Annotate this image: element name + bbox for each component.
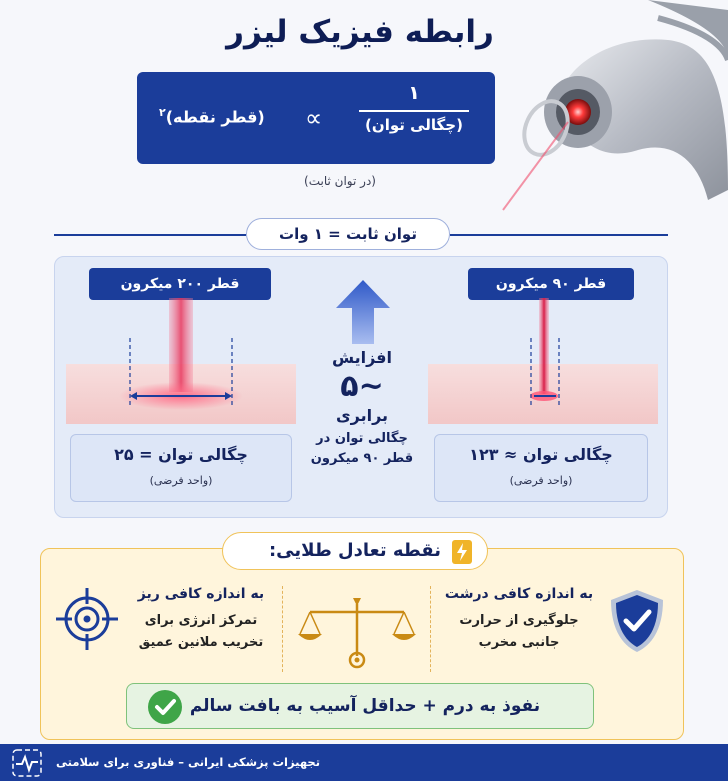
up-arrow-icon <box>336 280 390 344</box>
result-banner <box>126 683 594 729</box>
left-column <box>124 586 278 654</box>
right-heading: به اندازه کافی درشت <box>444 586 594 602</box>
shield-check-icon <box>608 588 666 654</box>
section-label: توان ثابت = ۱ وات <box>246 218 450 250</box>
divider-right <box>450 234 668 236</box>
narrow-laser-beam <box>428 298 658 422</box>
right-column <box>438 586 600 654</box>
left-density-unit: (واحد فرضی) <box>149 474 213 487</box>
left-density-value: چگالی توان = ۲۵ <box>114 445 248 464</box>
left-density-box <box>70 434 292 502</box>
golden-title: نقطه تعادل طلایی: <box>268 540 442 561</box>
increase-factor: ~۵ <box>340 369 384 404</box>
right-line-1: جلوگیری از حرارت <box>459 613 579 628</box>
center-line-1: چگالی توان در <box>316 431 408 446</box>
right-density-unit: (واحد فرضی) <box>509 474 573 487</box>
crosshair-icon <box>56 588 118 650</box>
left-heading: به اندازه کافی ریز <box>137 586 265 602</box>
lightning-icon <box>452 540 472 564</box>
divider-dashed-left <box>282 586 283 672</box>
left-line-2: تخریب ملانین عمیق <box>138 635 264 650</box>
right-density-value: چگالی توان ≈ ۱۲۳ <box>469 445 613 464</box>
proportional-symbol: ∝ <box>305 104 323 132</box>
right-line-2: جانبی مخرب <box>478 635 560 650</box>
right-density-box <box>434 434 648 502</box>
formula-box <box>137 72 495 164</box>
left-line-1: تمرکز انرژی برای <box>144 613 258 628</box>
result-text: نفوذ به درم + حداقل آسیب به بافت سالم <box>189 696 541 716</box>
formula-note: (در توان ثابت) <box>304 174 376 188</box>
page-title: رابطه فیزیک لیزر <box>226 14 494 50</box>
formula-fraction <box>355 82 473 134</box>
formula-lhs <box>159 106 265 126</box>
check-icon <box>147 689 183 725</box>
formula-lhs-text: (قطر نقطه) <box>165 107 265 127</box>
divider-left <box>54 234 246 236</box>
center-comparison <box>302 344 422 469</box>
left-diameter-tag: قطر ۲۰۰ میکرون <box>89 268 271 300</box>
footer-bar <box>0 744 728 781</box>
center-line-2: قطر ۹۰ میکرون <box>310 451 414 466</box>
balance-scale-icon <box>296 598 418 670</box>
times-label: برابری <box>335 406 389 425</box>
increase-label: افزایش <box>331 348 393 367</box>
formula-numerator: ۱ <box>408 82 420 104</box>
wide-laser-beam <box>66 298 296 422</box>
right-diameter-tag: قطر ۹۰ میکرون <box>468 268 634 300</box>
formula-denominator: (چگالی توان) <box>365 116 463 134</box>
laser-device-icon <box>498 0 728 220</box>
footer-text: تجهیزات پزشکی ایرانی – فناوری برای سلامتی <box>56 755 321 769</box>
formula-exponent: ۲ <box>159 106 166 119</box>
heartbeat-icon <box>12 749 42 777</box>
fraction-bar <box>359 110 469 112</box>
golden-title-pill <box>222 532 488 570</box>
divider-dashed-right <box>430 586 431 672</box>
